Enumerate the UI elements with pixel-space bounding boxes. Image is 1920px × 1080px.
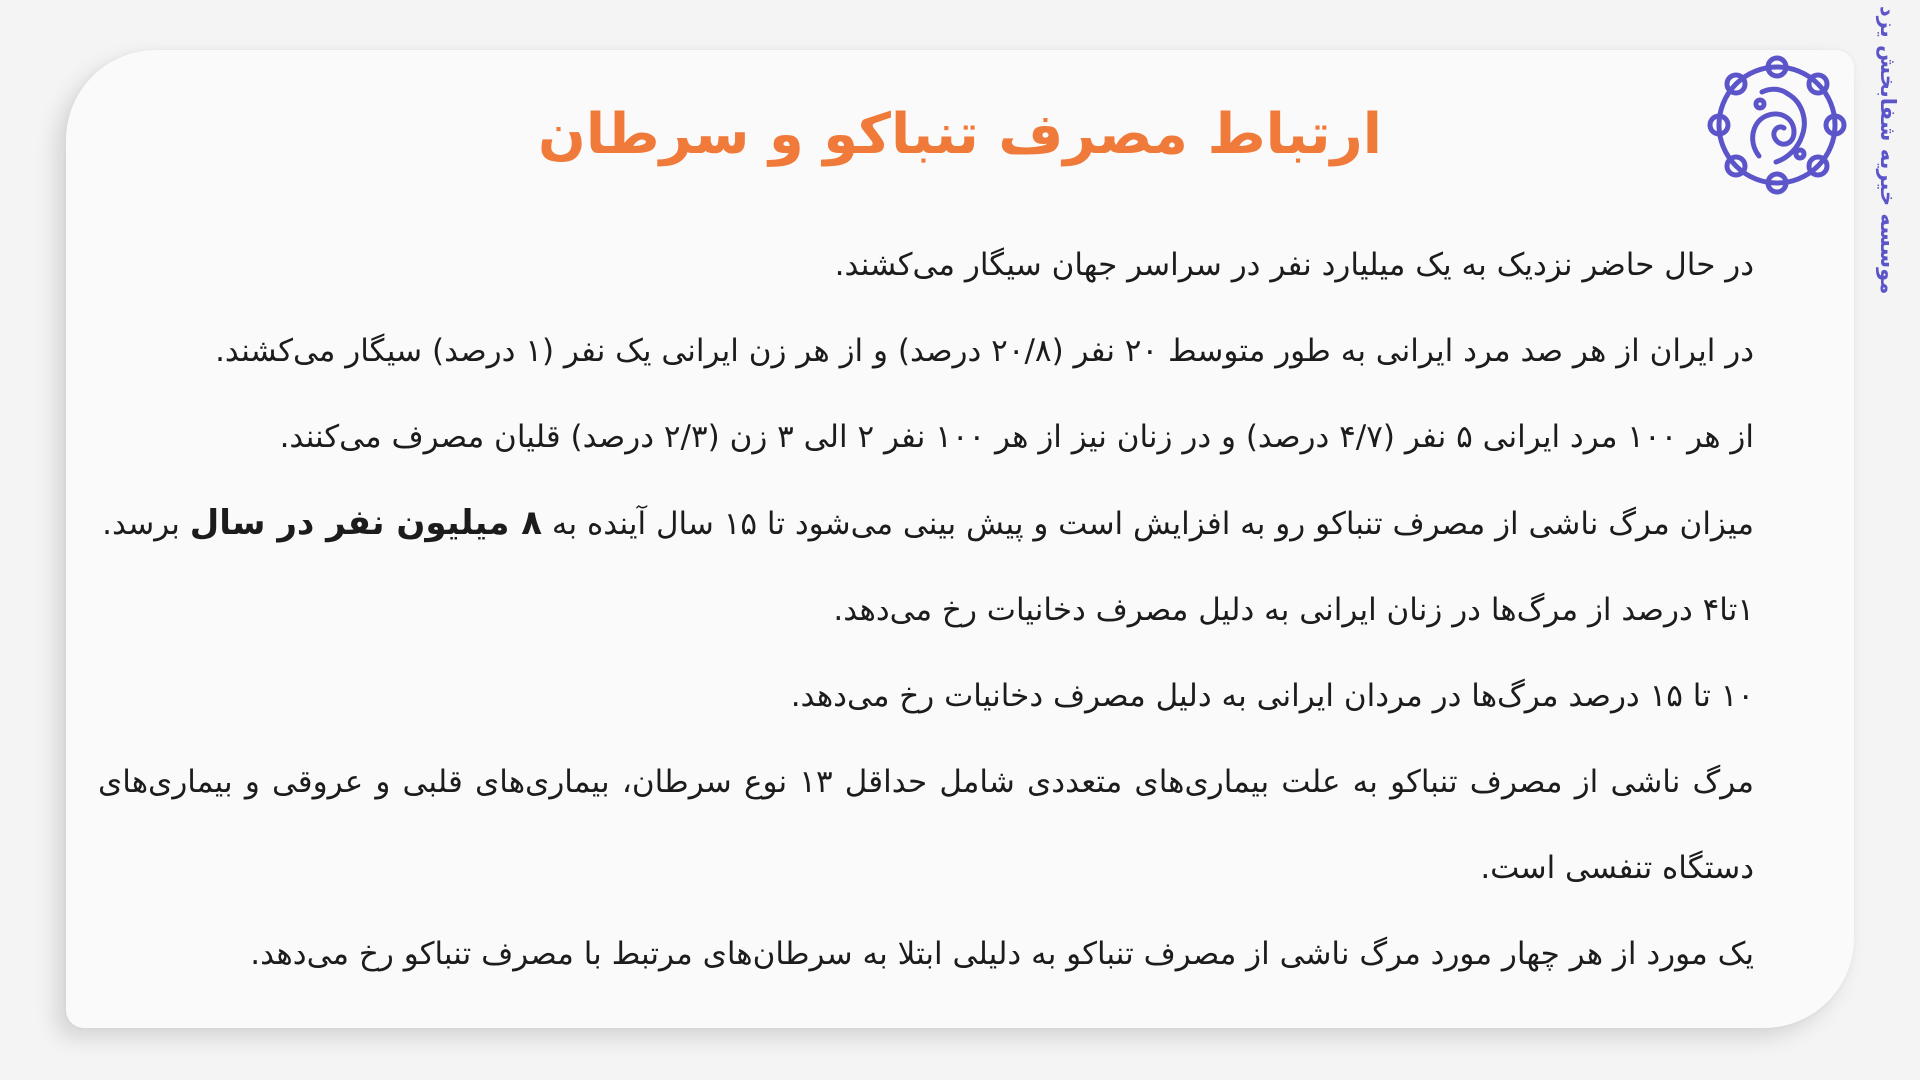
slide-body xyxy=(98,222,1754,997)
slide-title: ارتباط مصرف تنباکو و سرطان xyxy=(538,102,1382,167)
ornamental-circle-logo-icon xyxy=(1704,52,1850,198)
paragraph: یک مورد از هر چهار مورد مرگ ناشی از مصرف تنباکو به دلیلی ابتلا به سرطان‌های مرتبط با مصرف تنباکو رخ می‌دهد. xyxy=(250,936,1754,972)
highlighted-figure: ۸ میلیون نفر در سال xyxy=(189,503,543,543)
paragraph: در ایران از هر صد مرد ایرانی به طور متوسط ۲۰ نفر (۲۰/۸ درصد) و از هر زن ایرانی یک نفر (۱ درصد) سیگار می‌کشند. xyxy=(215,333,1754,369)
paragraph: از هر ۱۰۰ مرد ایرانی ۵ نفر (۴/۷ درصد) و در زنان نیز از هر ۱۰۰ نفر ۲ الی ۳ زن (۲/۳ درصد) قلیان مصرف می‌کنند. xyxy=(279,419,1754,455)
brand-name: موسسه خیریه شفابخش یزد xyxy=(1876,6,1900,295)
paragraph xyxy=(98,480,1754,567)
paragraph: ۱تا۴ درصد از مرگ‌ها در زنان ایرانی به دلیل مصرف دخانیات رخ می‌دهد. xyxy=(833,592,1754,628)
paragraph-text: میزان مرگ ناشی از مصرف تنباکو رو به افزایش است و پیش بینی می‌شود تا ۱۵ سال آینده به xyxy=(542,506,1754,542)
paragraph: مرگ ناشی از مصرف تنباکو به علت بیماری‌های متعددی شامل حداقل ۱۳ نوع سرطان، بیماری‌های قلبی و عروقی و بیماری‌های دستگاه تنفسی است. xyxy=(98,764,1755,886)
paragraph: ۱۰ تا ۱۵ درصد مرگ‌ها در مردان ایرانی به دلیل مصرف دخانیات رخ می‌دهد. xyxy=(790,678,1754,714)
paragraph-text: برسد. xyxy=(102,506,190,542)
paragraph: در حال حاضر نزدیک به یک میلیارد نفر در سراسر جهان سیگار می‌کشند. xyxy=(834,247,1754,283)
